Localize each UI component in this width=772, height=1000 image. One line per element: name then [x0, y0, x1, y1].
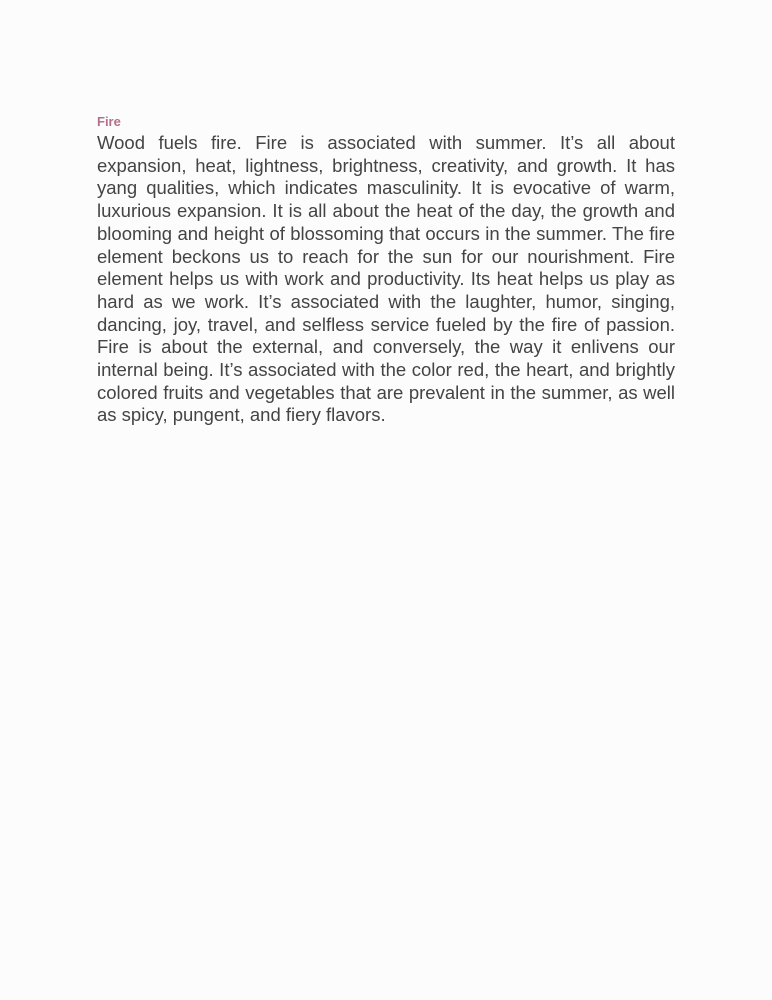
section-paragraph: Wood fuels fire. Fire is associated with summer. It’s all about expansion, heat, lightness, brightness, creativity, and growth. It has yang qualities, which indicates masculinity. It is evocative of warm, luxurious expansion. It is all about the heat of the day, the growth and blooming and height of blossoming that occurs in the summer. The fire element beckons us to reach for the sun for our nourishment. Fire element helps us with work and productivity. Its heat helps us play as hard as we work. It’s associated with the laughter, humor, singing, dancing, joy, travel, and selfless service fueled by the fire of passion. Fire is about the external, and conversely, the way it enlivens our internal being. It’s associated with the color red, the heart, and brightly colored fruits and vegetables that are prevalent in the summer, as well as spicy, pungent, and fiery flavors.	[97, 132, 675, 426]
section-heading: Fire	[97, 114, 121, 129]
document-content	[97, 114, 675, 427]
